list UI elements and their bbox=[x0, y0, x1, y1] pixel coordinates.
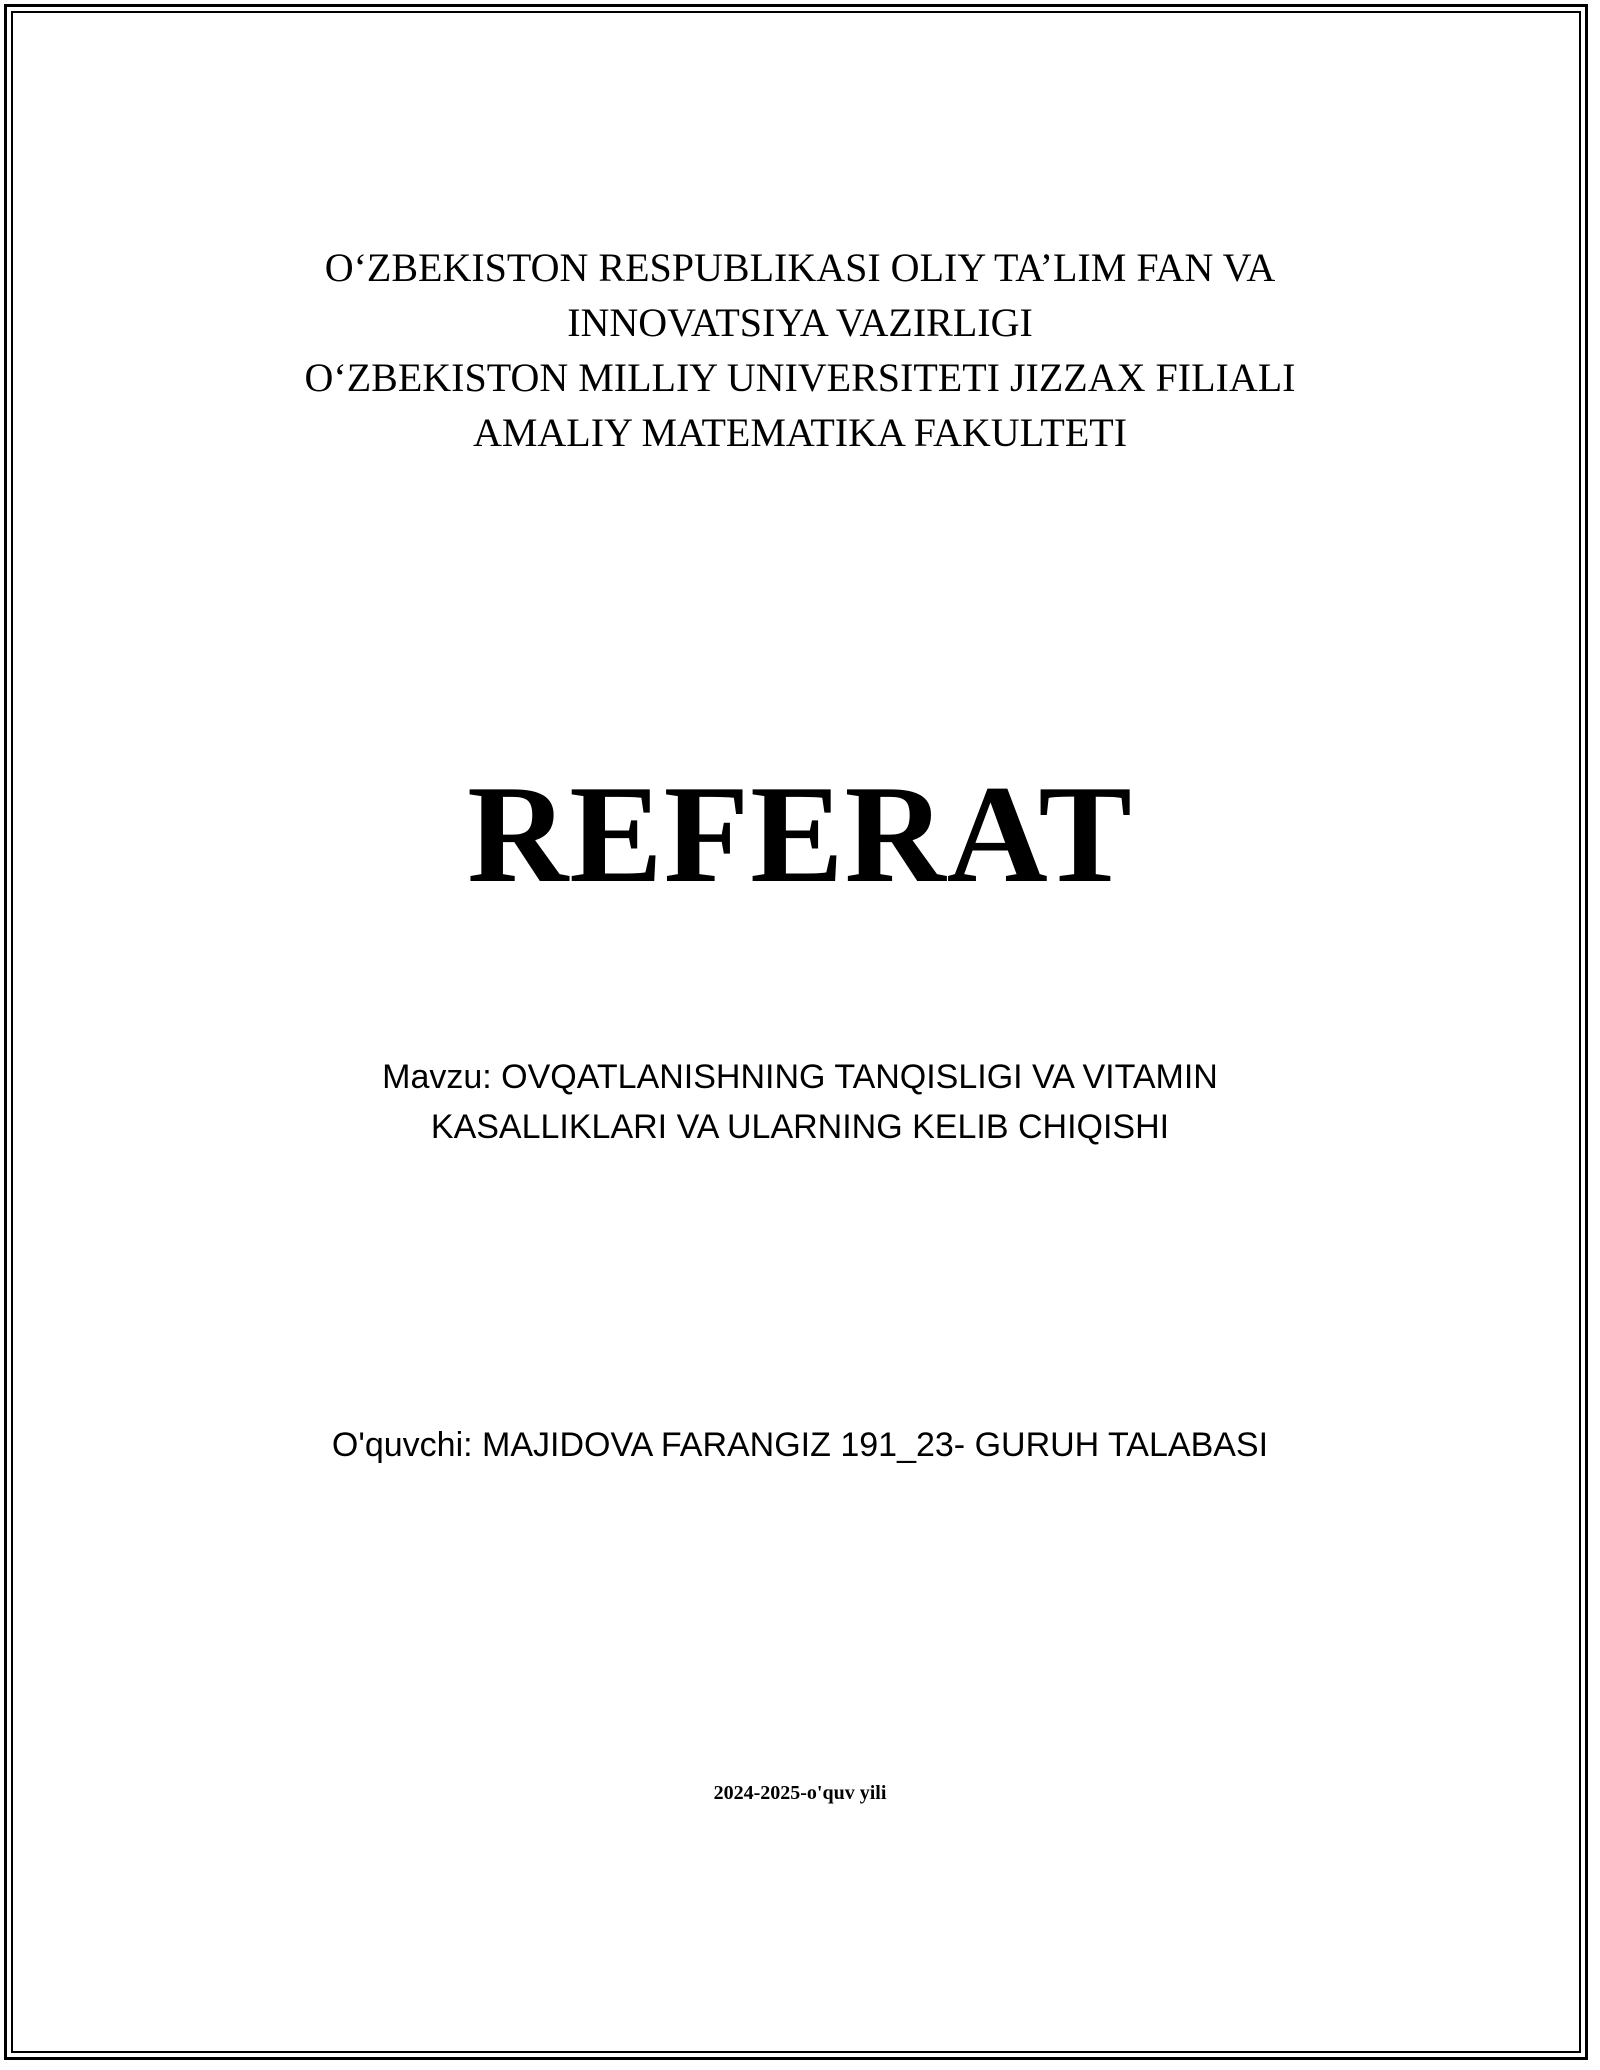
document-title: REFERAT bbox=[467, 757, 1133, 912]
topic-line-2: KASALLIKLARI VA ULARNING KELIB CHIQISHI bbox=[430, 1108, 1170, 1146]
student-line: O'quvchi: MAJIDOVA FARANGIZ 191_23- GURUH TALABASI bbox=[331, 1426, 1269, 1464]
header-line-university: O‘ZBEKISTON MILLIY UNIVERSITETI JIZZAX FILIALI bbox=[304, 355, 1296, 400]
header-line-ministry-1: O‘ZBEKISTON RESPUBLIKASI OLIY TA’LIM FAN VA bbox=[324, 245, 1276, 290]
institution-header bbox=[0, 240, 1600, 460]
topic-block bbox=[0, 1052, 1600, 1152]
topic-line-1: Mavzu: OVQATLANISHNING TANQISLIGI VA VITAMIN bbox=[382, 1058, 1218, 1096]
header-line-faculty: AMALIY MATEMATIKA FAKULTETI bbox=[472, 410, 1128, 455]
academic-year: 2024-2025-o'quv yili bbox=[713, 1782, 887, 1804]
header-line-ministry-2: INNOVATSIYA VAZIRLIGI bbox=[567, 300, 1033, 345]
